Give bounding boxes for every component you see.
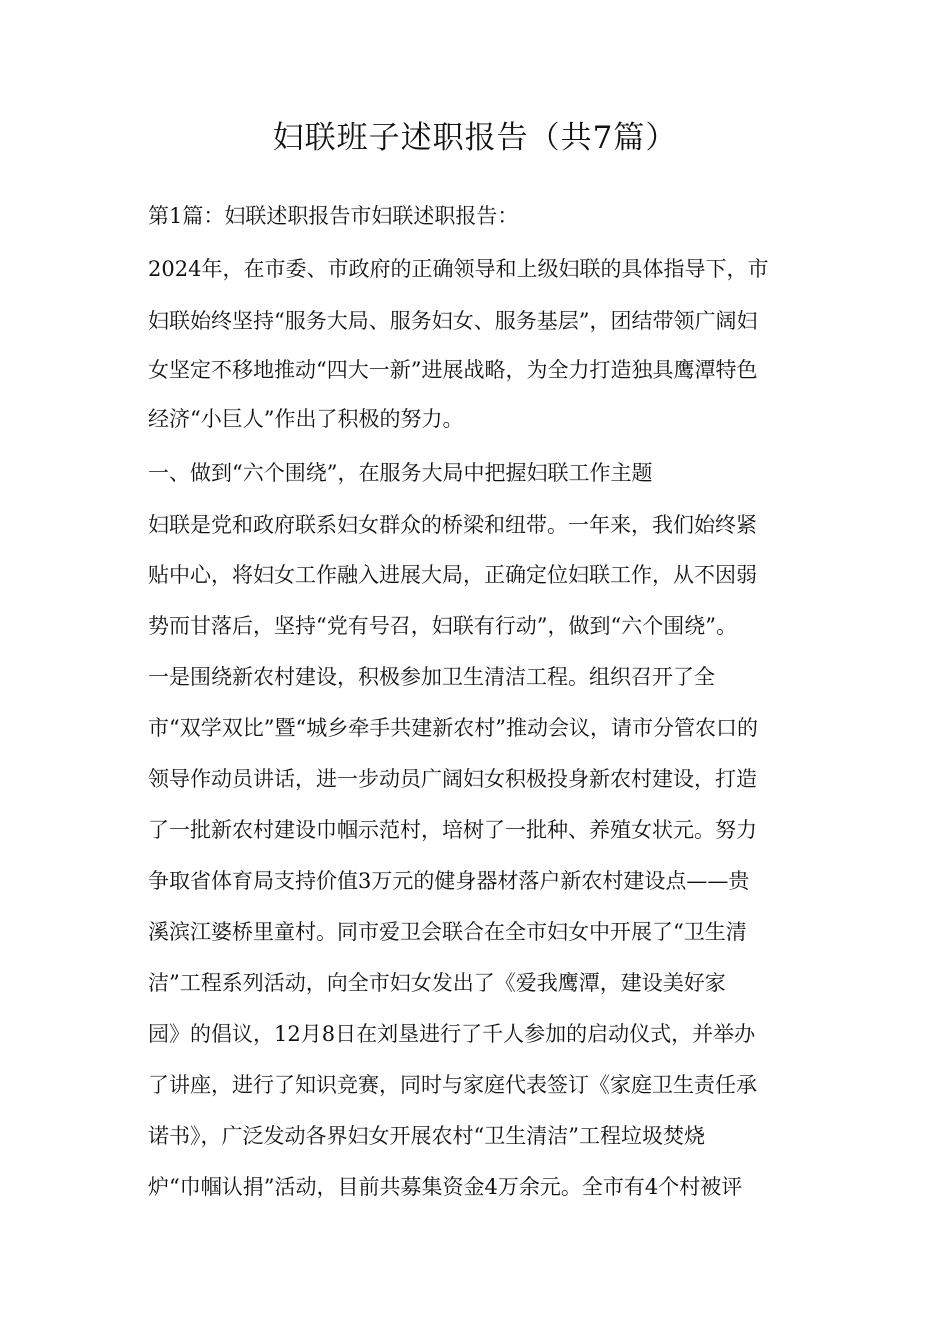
paragraph-line: 溪滨江婆桥里童村。同市爱卫会联合在全市妇女中开展了“卫生清 [148,920,747,944]
paragraph-line: 女坚定不移地推动“四大一新”进展战略，为全力打造独具鹰潭特色 [148,358,758,382]
paragraph-line: 市“双学双比”暨“城乡牵手共建新农村”推动会议，请市分管农口的 [148,716,758,740]
paragraph-line: 领导作动员讲话，进一步动员广阔妇女积极投身新农村建设，打造 [148,767,757,791]
paragraph-line: 争取省体育局支持价值3万元的健身器材落户新农村建设点——贵 [148,869,750,893]
paragraph-line: 洁”工程系列活动，向全市妇女发出了《爱我鹰潭，建设美好家 [148,971,726,995]
paragraph-line: 了讲座，进行了知识竞赛，同时与家庭代表签订《家庭卫生责任承 [148,1073,757,1097]
paragraph-line: 妇联是党和政府联系妇女群众的桥梁和纽带。一年来，我们始终紧 [148,513,757,537]
paragraph-line: 炉“巾帼认捐”活动，目前共募集资金4万余元。全市有4个村被评 [148,1175,743,1199]
paragraph-line: 诺书》，广泛发动各界妇女开展农村“卫生清洁”工程垃圾焚烧 [148,1124,705,1148]
paragraph-line: 一是围绕新农村建设，积极参加卫生清洁工程。组织召开了全 [148,665,715,689]
paragraph-line: 2024年，在市委、市政府的正确领导和上级妇联的具体指导下，市 [148,257,769,281]
paragraph-line: 妇联始终坚持“服务大局、服务妇女、服务基层”，团结带领广阔妇 [148,309,758,333]
document-title: 妇联班子述职报告（共7篇） [272,120,678,156]
paragraph-line: 了一批新农村建设巾帼示范村，培树了一批种、养殖女状元。努力 [148,818,757,842]
subsection-heading: 一、做到“六个围绕”，在服务大局中把握妇联工作主题 [148,461,653,485]
paragraph-line: 园》的倡议，12月8日在刘垦进行了千人参加的启动仪式，并举办 [148,1022,756,1046]
section-heading: 第1篇：妇联述职报告市妇联述职报告： [148,204,519,228]
paragraph-line: 经济“小巨人”作出了积极的努力。 [148,407,464,431]
paragraph-line: 贴中心，将妇女工作融入进展大局，正确定位妇联工作，从不因弱 [148,563,757,587]
paragraph-line: 势而甘落后，坚持“党有号召，妇联有行动”，做到“六个围绕”。 [148,614,737,638]
